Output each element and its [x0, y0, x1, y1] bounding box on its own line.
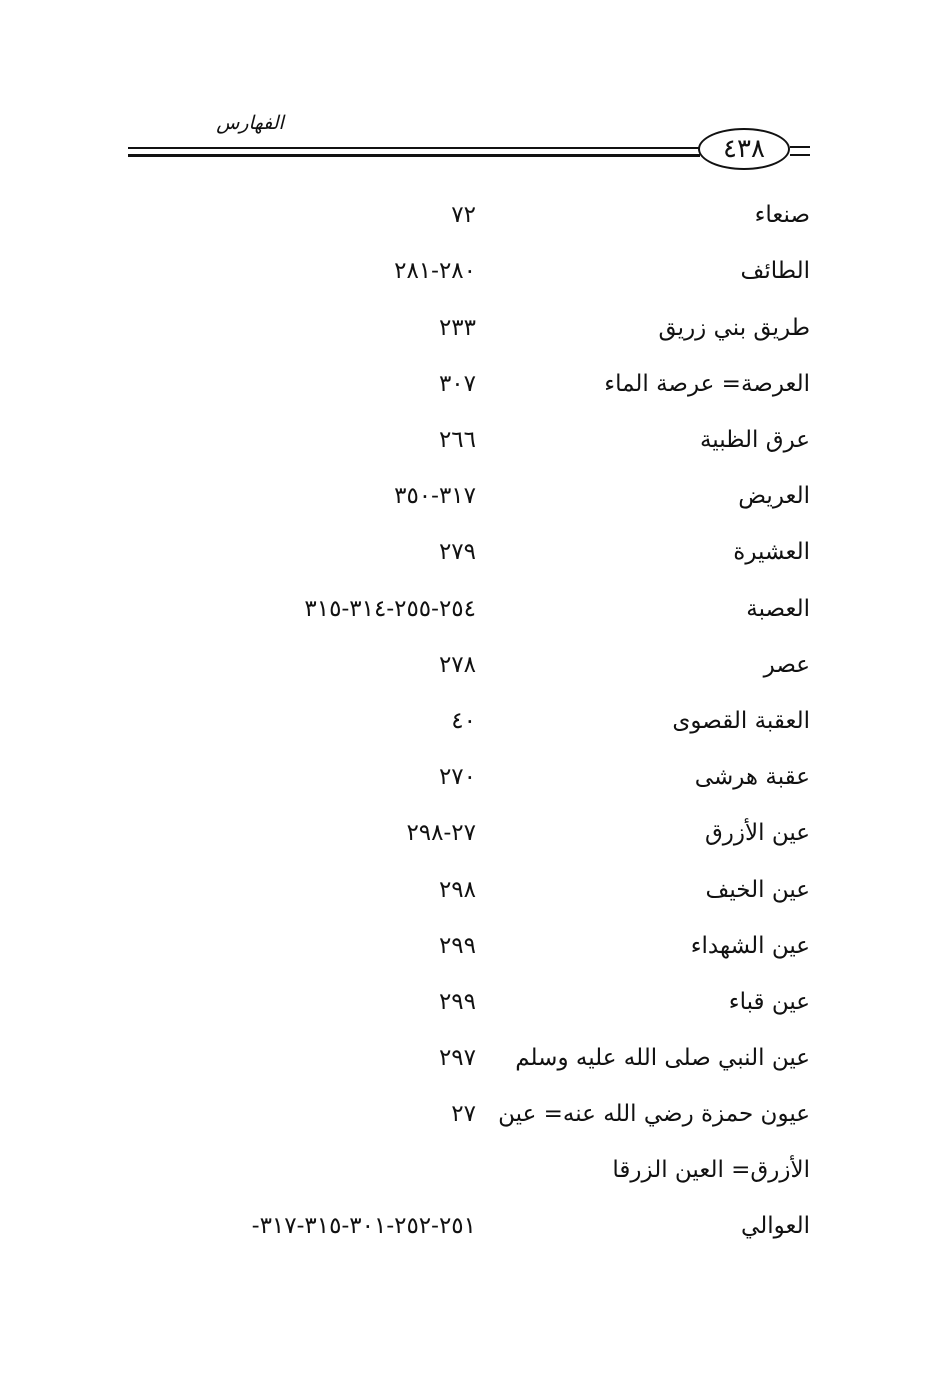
header-rule-right-top — [790, 146, 810, 148]
index-entry — [0, 200, 944, 256]
page-refs: ٢٩٩ — [438, 933, 476, 959]
place-name: عقبة هرشى — [694, 764, 810, 790]
place-name: الطائف — [740, 258, 810, 284]
place-name: عين الشهداء — [690, 933, 810, 959]
index-entry — [0, 875, 944, 931]
page-refs: ٢٧٩ — [438, 539, 476, 565]
place-name: العصبة — [746, 596, 810, 622]
page-refs: ٢٩٧ — [438, 1045, 476, 1071]
page-number-oval — [698, 128, 790, 170]
index-entry — [0, 481, 944, 537]
place-name: عيون حمزة رضي الله عنه= عين — [498, 1101, 810, 1127]
page-refs: ٢٧٠ — [438, 764, 476, 790]
index-entry — [0, 650, 944, 706]
index-entry — [0, 369, 944, 425]
place-name: العقبة القصوى — [672, 708, 810, 734]
index-entry — [0, 1043, 944, 1099]
index-entry — [0, 987, 944, 1043]
index-entry — [0, 425, 944, 481]
place-name: العريض — [738, 483, 810, 509]
page-refs: ٢٧ — [451, 1101, 476, 1127]
place-name: طريق بني زريق — [658, 315, 810, 341]
index-entry — [0, 313, 944, 369]
page-refs: ٢٣٣ — [438, 315, 476, 341]
place-name: عين الأزرق — [704, 820, 810, 846]
place-name: العوالي — [741, 1213, 810, 1239]
page-refs: ٢٩٩ — [438, 989, 476, 1015]
header-rule-bottom — [128, 154, 700, 157]
place-name: عين النبي صلى الله عليه وسلم — [515, 1045, 810, 1071]
place-name: عين الخيف — [705, 877, 810, 903]
index-entry — [0, 256, 944, 312]
running-header-title: الفهارس — [216, 112, 284, 134]
page-refs: ٢٦٦ — [438, 427, 476, 453]
index-entry — [0, 1099, 944, 1155]
index-entry — [0, 1211, 944, 1267]
page-refs: ٢٥٤-٢٥٥-٣١٤-٣١٥ — [304, 596, 476, 622]
index-entry-continuation — [0, 1155, 944, 1211]
index-entry — [0, 762, 944, 818]
page-refs: -٢٥١-٢٥٢-٣٠١-٣١٥-٣١٧ — [251, 1213, 476, 1239]
page-refs: ٣١٧-٣٥٠ — [394, 483, 476, 509]
page-refs: ٤٠ — [451, 708, 476, 734]
index-entry — [0, 594, 944, 650]
place-name: صنعاء — [754, 202, 810, 228]
page-refs: ٧٢ — [451, 202, 476, 228]
page-number: ٤٣٨ — [723, 134, 765, 164]
place-name: العرصة= عرصة الماء — [604, 371, 810, 397]
page-refs: ٢٩٨ — [438, 877, 476, 903]
place-name: عرق الظبية — [699, 427, 810, 453]
page-refs: ٢٨٠-٢٨١ — [394, 258, 476, 284]
index-entry — [0, 818, 944, 874]
place-name: العشيرة — [733, 539, 810, 565]
page-refs: ٣٠٧ — [438, 371, 476, 397]
page-refs: ٢٧٨ — [438, 652, 476, 678]
place-name: عين قباء — [728, 989, 810, 1015]
header-rule-top — [128, 147, 700, 149]
page-refs: ٢٧-٢٩٨ — [406, 820, 476, 846]
place-name: الأزرق= العين الزرقا — [612, 1157, 810, 1183]
index-entry — [0, 706, 944, 762]
index-entry — [0, 537, 944, 593]
place-name: عصر — [763, 652, 810, 678]
header-rule-right-bottom — [790, 154, 810, 156]
index-entry — [0, 931, 944, 987]
